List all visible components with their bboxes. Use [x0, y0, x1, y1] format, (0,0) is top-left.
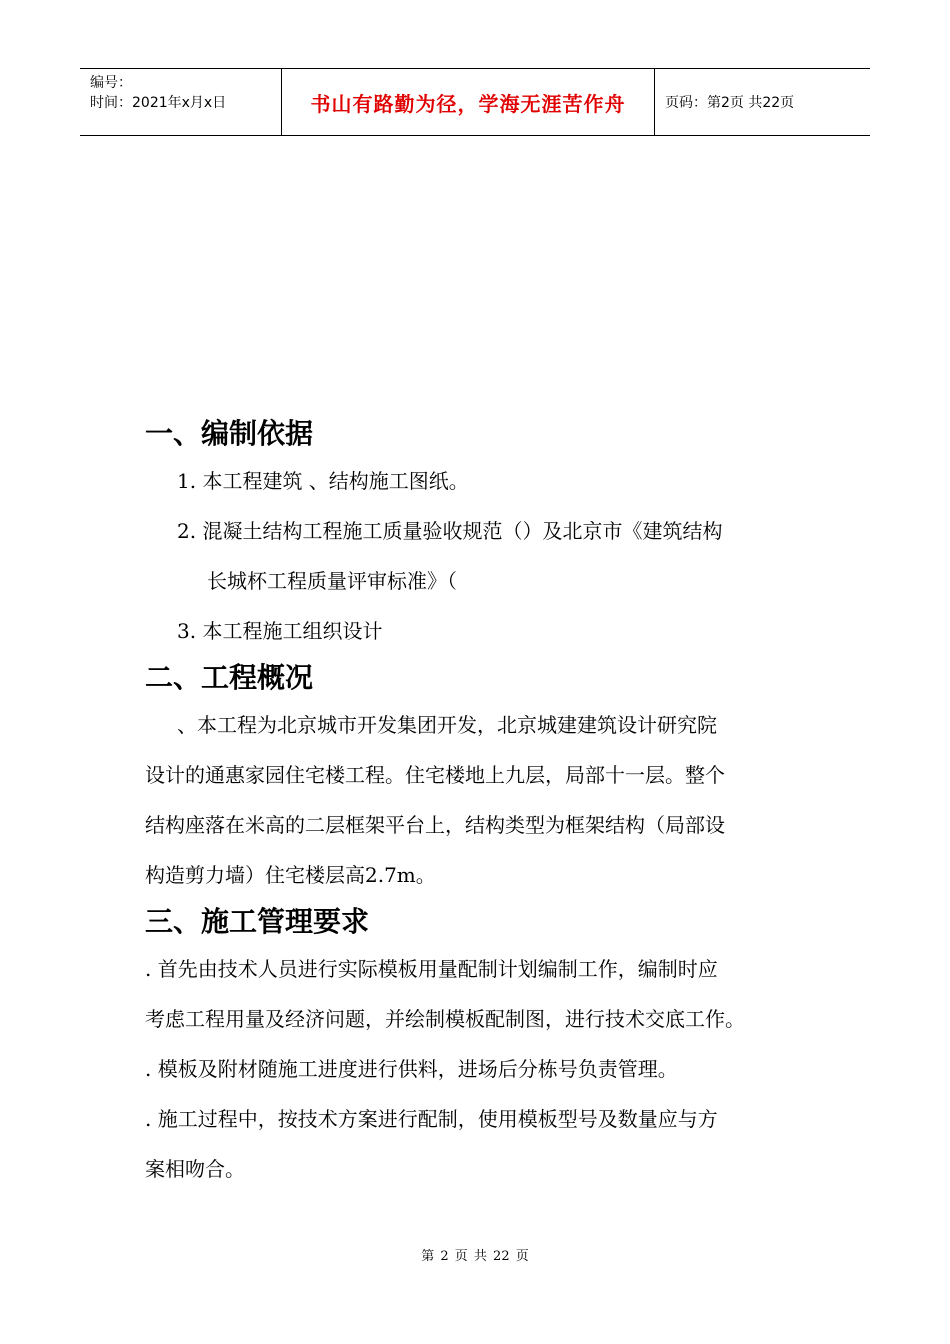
section-title-management: 三、施工管理要求	[145, 905, 370, 938]
paragraph-line: 1. 本工程建筑 、结构施工图纸。	[177, 469, 469, 493]
paragraph-line: 构造剪力墙）住宅楼层高2.7m。	[145, 863, 436, 887]
page-footer: 第 2 页 共 22 页	[421, 1249, 529, 1264]
paragraph-line: 2. 混凝土结构工程施工质量验收规范（）及北京市《建筑结构	[177, 519, 723, 543]
header-motto: 书山有路勤为径，学海无涯苦作舟	[282, 69, 655, 135]
paragraph-line: 考虑工程用量及经济问题，并绘制模板配制图，进行技术交底工作。	[145, 1007, 745, 1031]
header-meta	[80, 69, 282, 135]
page-header	[80, 68, 870, 136]
paragraph-line: 、本工程为北京城市开发集团开发，北京城建建筑设计研究院	[177, 713, 717, 737]
paragraph-line: 案相吻合。	[145, 1157, 245, 1181]
paragraph-line: 结构座落在米高的二层框架平台上，结构类型为框架结构（局部设	[145, 813, 725, 837]
section-title-overview: 二、工程概况	[145, 661, 314, 694]
header-page-info: 页码：第2页 共22页	[665, 95, 795, 111]
section-title-basis: 一、编制依据	[145, 417, 314, 450]
paragraph-line: 长城杯工程质量评审标准》（	[207, 569, 457, 593]
document-body	[145, 412, 815, 1194]
paragraph-line: 设计的通惠家园住宅楼工程。住宅楼地上九层，局部十一层。整个	[145, 763, 725, 787]
paragraph-line: . 首先由技术人员进行实际模板用量配制计划编制工作，编制时应	[145, 957, 718, 981]
paragraph-line: . 模板及附材随施工进度进行供料，进场后分栋号负责管理。	[145, 1057, 678, 1081]
document-time-label: 时间：2021年x月x日	[90, 95, 227, 111]
document-number-label: 编号：	[90, 75, 132, 91]
paragraph-line: 3. 本工程施工组织设计	[177, 619, 383, 643]
paragraph-line: . 施工过程中，按技术方案进行配制，使用模板型号及数量应与方	[145, 1107, 718, 1131]
